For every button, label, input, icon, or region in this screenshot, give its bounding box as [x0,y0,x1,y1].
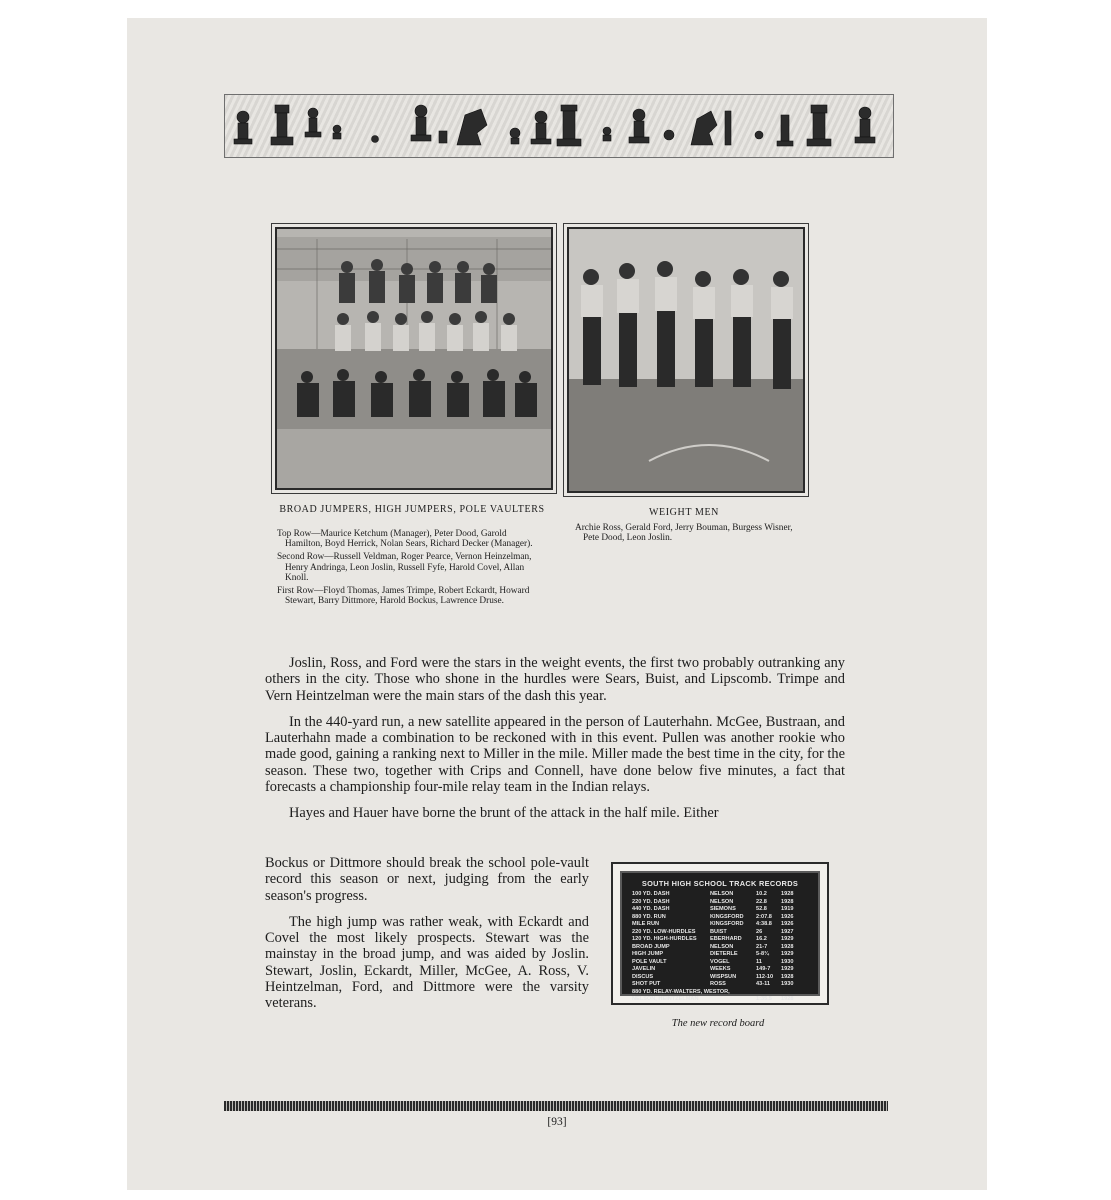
record-row [632,914,810,922]
record-year: 1928 [781,943,794,950]
page-number: [93] [547,1116,567,1128]
record-mark: 2:07.8 [756,913,772,920]
jumpers-caption-names [277,529,545,609]
record-holder: WEEKS [710,966,731,972]
record-mark: 22.8 [756,898,767,905]
record-holder: BUIST [710,928,727,935]
record-mark: 1:35.5 [756,996,772,1002]
record-holder: WISPSUN [710,973,737,980]
record-row [632,974,810,982]
record-event: 100 YD. DASH [632,891,670,897]
record-row [632,921,810,929]
record-mark: 16.2 [756,936,767,942]
record-mark: 149-7 [756,966,771,972]
record-board-title: SOUTH HIGH SCHOOL TRACK RECORDS [641,879,799,888]
record-row [632,959,810,967]
weight-men-caption-names [575,523,801,546]
record-event: NELSON, HEINTZELMAN [632,996,699,1002]
record-mark: 5-8¾ [756,951,769,957]
record-row [632,996,810,1004]
record-year: 1926 [781,921,794,927]
record-mark: 11 [756,958,762,965]
record-row [632,944,810,952]
record-board-rows [632,891,810,1004]
record-mark: 112-10 [756,973,774,980]
record-holder: NELSON [710,943,734,950]
caption-first-row: First Row—Floyd Thomas, James Trimpe, Robert Eckardt, Howard Stewart, Barry Dittmore, Harold Bockus, Lawrence Druse. [277,586,530,607]
record-holder [710,996,756,1004]
record-holder [710,989,756,997]
record-row [632,966,810,974]
record-event: MILE RUN [632,921,660,927]
record-mark [756,989,781,997]
caption-second-row: Second Row—Russell Veldman, Roger Pearce, Vernon Heinzelman, Henry Andringa, Leon Joslin, Russell Fyfe, Harold Covel, Allan Knoll. [277,552,532,583]
record-row [632,951,810,959]
weight-men-names: Archie Ross, Gerald Ford, Jerry Bouman, Burgess Wisner, Pete Dood, Leon Joslin. [575,523,793,544]
chess-piece-banner [224,94,894,158]
record-row [632,981,810,989]
record-holder: VOGEL [710,958,730,965]
article-body-narrow [265,855,589,1022]
record-year: 1930 [781,958,794,965]
record-board-photo [611,862,829,1005]
record-mark: 52.8 [756,906,767,912]
record-event: POLE VAULT [632,958,667,965]
record-year: 1929 [781,966,794,972]
record-mark: 4:38.8 [756,921,772,927]
record-year: 1929 [781,951,794,957]
record-year: 1929 [781,936,794,942]
article-body [265,655,845,822]
record-event: SHOT PUT [632,981,661,987]
record-year: 1919 [781,906,794,912]
record-board [620,871,820,1002]
paragraph-half-mile: Hayes and Hauer have borne the brunt of the attack in the half mile. Either [289,805,719,822]
record-holder: NELSON [710,898,734,905]
record-holder: ROSS [710,981,726,987]
record-holder: DIETERLE [710,951,738,957]
jumpers-team-photo [275,227,553,490]
record-holder: SIEMONS [710,906,736,912]
paragraph-high-jump: The high jump was rather weak, with Eckardt and Covel the most likely prospects. Stewart was the mainstay in the broad jump, and was aided by Joslin. Stewart, Joslin, Eckardt, Miller, McGee, A. Ross, V. Heintzelman, Ford, and Dittmore were the varsity veterans. [265,913,589,1012]
record-event: JAVELIN [632,966,656,972]
record-holder: KINGSFORD [710,913,744,920]
paragraph-440-run: In the 440-yard run, a new satellite appeared in the person of Lauterhahn. McGee, Bustraan, and Lauterhahn made a combination to be reckoned with in this event. Pullen was another rookie who made good, gaining a ranking next to Miller in the mile. Miller made the best time in the city, for the season. These two, together with Crips and Connell, have done below five minutes, a fact that forecasts a championship four-mile relay team in the Indian relays. [265,713,845,796]
record-event: 440 YD. DASH [632,906,670,912]
record-mark: 26 [756,928,763,935]
record-event: 880 YD. RELAY-WALTERS, WESTOR, [632,988,730,995]
record-event: 220 YD. LOW-HURDLES [632,928,696,935]
record-year: 1928 [781,898,794,905]
record-year: 1928 [781,996,794,1002]
weight-men-photo [567,227,805,493]
jumpers-caption-title: BROAD JUMPERS, HIGH JUMPERS, POLE VAULTERS [279,504,545,515]
record-mark: 21-7 [756,943,768,950]
record-year: 1926 [781,913,794,920]
record-row [632,899,810,907]
paragraph-pole-vault: Bockus or Dittmore should break the school pole-vault record this season or next, judging from the early season's progress. [265,855,589,904]
weight-men-caption-title: WEIGHT MEN [649,507,719,518]
record-year: 1928 [781,973,794,980]
record-year: 1928 [781,891,794,897]
record-event: 220 YD. DASH [632,898,670,905]
record-event: 880 YD. RUN [632,913,666,920]
caption-top-row: Top Row—Maurice Ketchum (Manager), Peter Dood, Garold Hamilton, Boyd Herrick, Nolan Sears, Richard Decker (Manager). [277,529,533,550]
paragraph-weight-events: Joslin, Ross, and Ford were the stars in the weight events, the first two probably outranking any others in the city. Those who shone in the hurdles were Sears, Buist, and Lipscomb. Trimpe and Vern Heintzelman were the main stars of the dash this year. [265,655,845,704]
record-row [632,929,810,937]
record-event: 120 YD. HIGH-HURDLES [632,936,697,942]
record-holder: KINGSFORD [710,921,744,927]
record-holder: NELSON [710,891,734,897]
yearbook-page [127,18,987,1190]
record-holder: EBERHARD [710,936,742,942]
record-event: DISCUS [632,973,654,980]
record-mark: 10.2 [756,891,767,897]
record-year [781,989,801,997]
record-row [632,936,810,944]
record-row [632,891,810,899]
record-board-caption: The new record board [671,1018,765,1029]
record-event: BROAD JUMP [632,943,670,950]
record-row [632,989,810,997]
footer-rule [224,1101,888,1111]
record-year: 1930 [781,981,794,987]
record-year: 1927 [781,928,794,935]
record-event: HIGH JUMP [632,951,664,957]
record-row [632,906,810,914]
record-mark: 43-11 [756,981,770,987]
